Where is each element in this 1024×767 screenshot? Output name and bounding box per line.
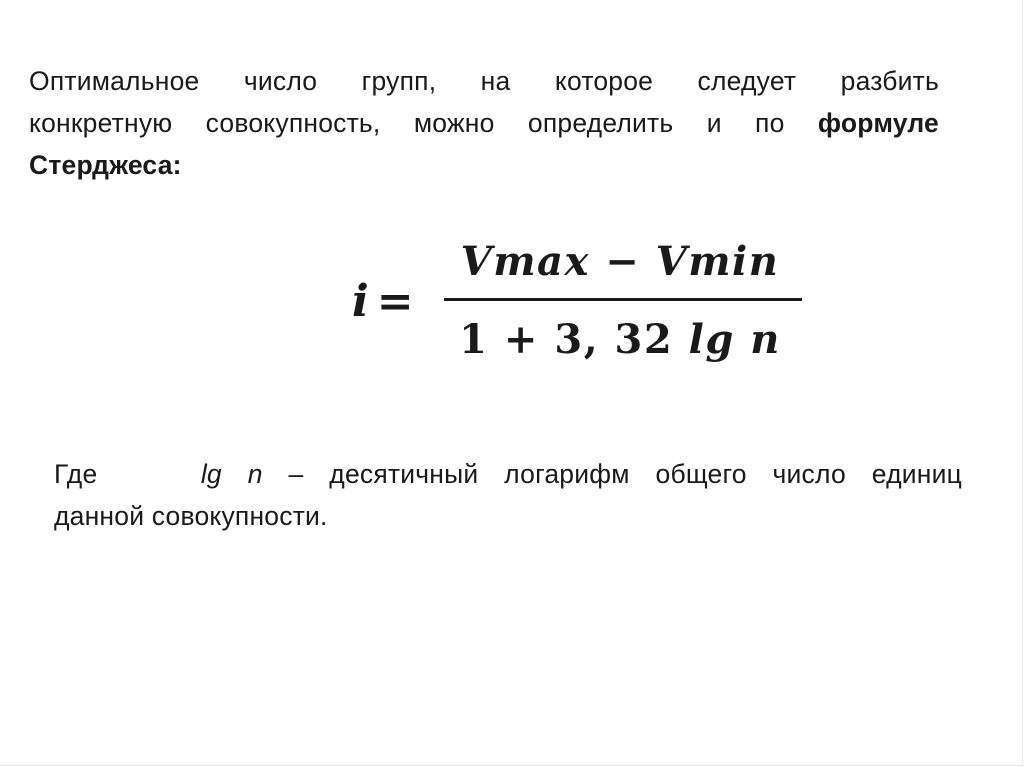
formula-name-bold: формуле <box>817 108 939 138</box>
where-line-2: данной совокупности. <box>54 501 328 531</box>
sturges-name: Стерджеса: <box>29 150 182 180</box>
formula-variable-i: i <box>352 276 369 327</box>
intro-line-2 <box>29 102 939 144</box>
intro-line-1: Оптимальное число групп, на которое следует разбить <box>29 66 939 96</box>
intro-paragraph <box>29 60 939 186</box>
sturges-formula <box>352 232 812 372</box>
formula-equals-sign: = <box>376 276 414 327</box>
denominator-number: 1 + 3, 32 <box>459 316 689 363</box>
where-line-1-rest: – десятичный логарифм общего число единиц <box>262 459 962 489</box>
where-term: lg n <box>200 459 263 489</box>
intro-line-2-text: конкретную совокупность, можно определить и по <box>29 108 818 138</box>
formula-lhs <box>352 272 414 332</box>
formula-denominator <box>440 312 800 368</box>
where-paragraph <box>54 453 962 537</box>
fraction-bar <box>444 298 802 301</box>
denominator-log: lg n <box>688 316 781 363</box>
where-word: Где <box>54 459 98 489</box>
where-line-1 <box>54 453 962 495</box>
formula-numerator: Vmax − Vmin <box>460 238 780 285</box>
